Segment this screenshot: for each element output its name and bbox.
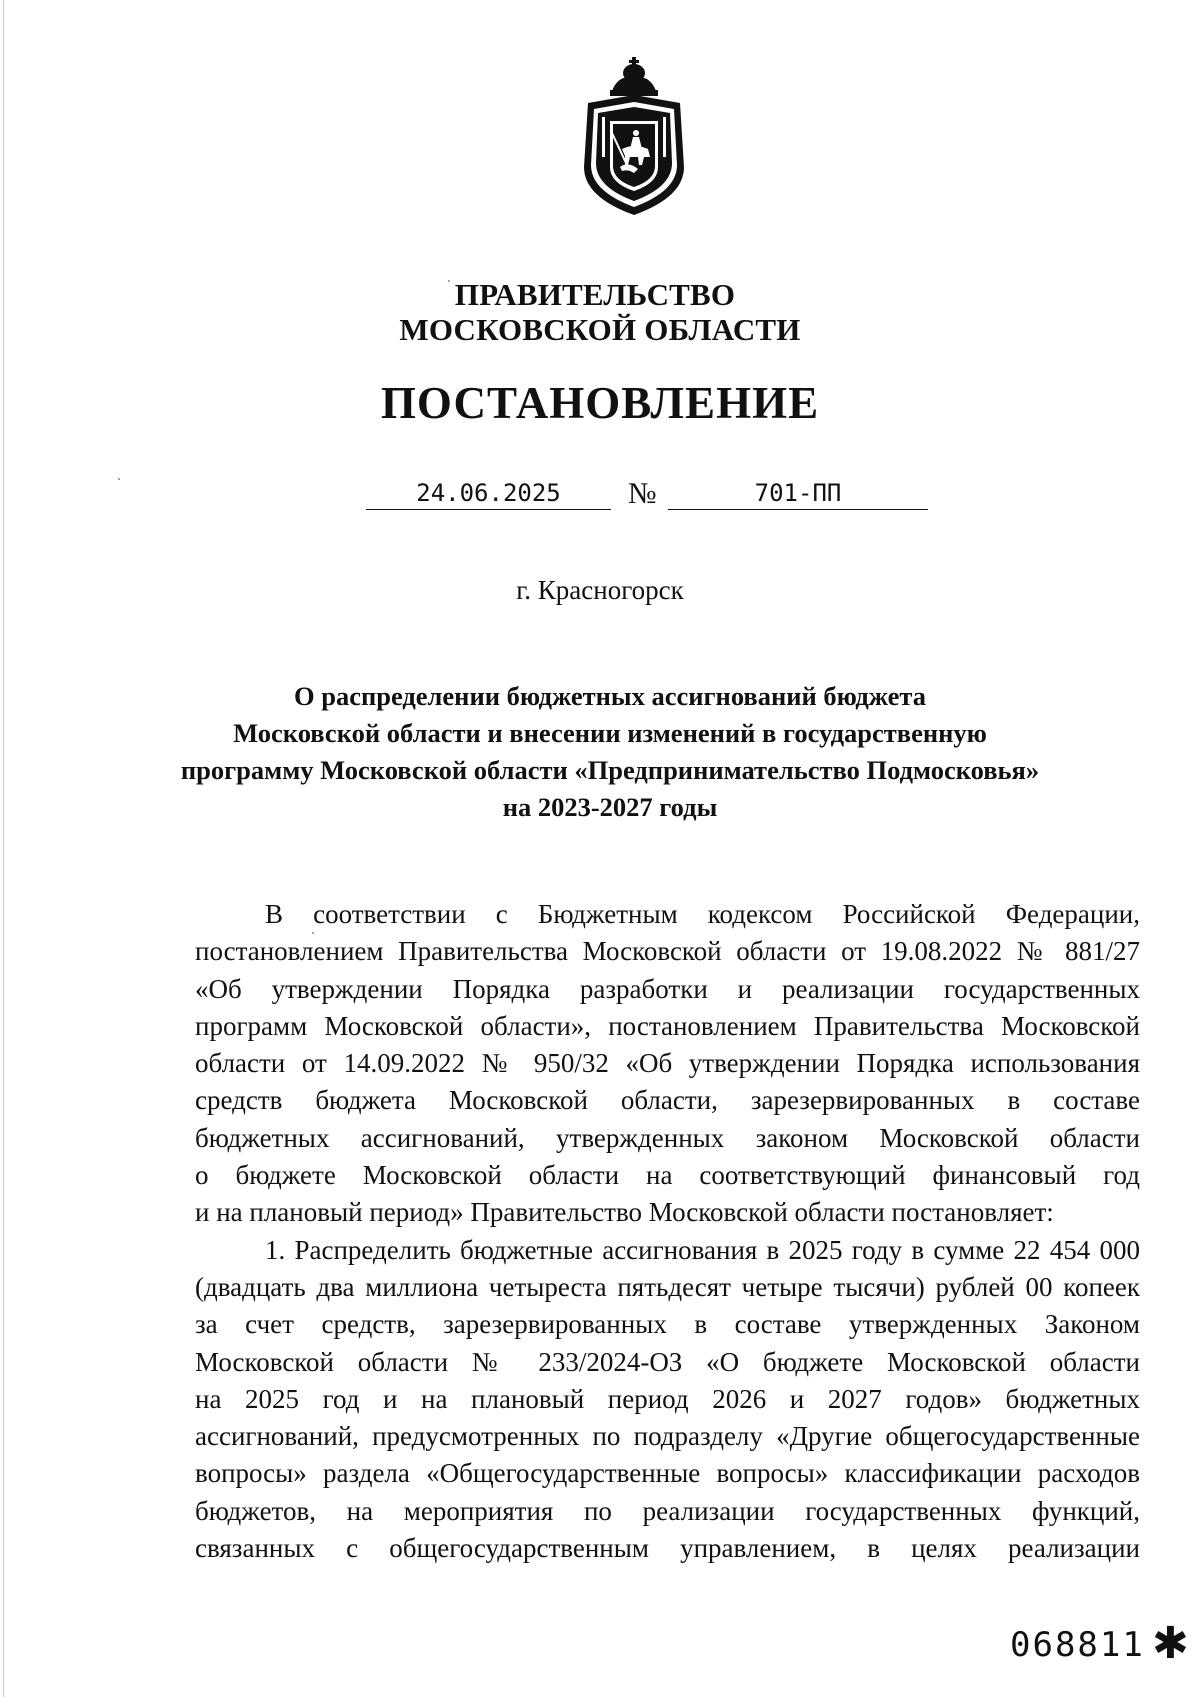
place-of-issue: г. Красногорск — [516, 575, 684, 605]
body-line: ассигнований, предусмотренных по подразделу «Другие общегосударственные — [195, 1421, 1140, 1452]
body-line: программ Московской области», постановлением Правительства Московской — [195, 1010, 1140, 1041]
document-type-heading: ПОСТАНОВЛЕНИЕ — [380, 378, 820, 428]
document-number: 701-ПП — [668, 477, 928, 510]
body-line: области от 14.09.2022 № 950/32 «Об утверждении Порядка использования — [195, 1048, 1140, 1079]
body-line: и на плановый период» Правительство Московской области постановляет: — [195, 1197, 1054, 1228]
coat-of-arms-emblem — [578, 57, 690, 219]
body-line: на 2025 год и на плановый период 2026 и 2027 годов» бюджетных — [195, 1383, 1140, 1414]
body-line: связанных с общегосударственным управлением, в целях реализации — [195, 1533, 1140, 1564]
title-line: на 2023-2027 годы — [502, 792, 718, 822]
body-line: (двадцать два миллиона четыреста пятьдесят четыре тысячи) рублей 00 копеек — [195, 1271, 1140, 1302]
body-line: «Об утверждении Порядка разработки и реализации государственных — [195, 973, 1140, 1004]
body-line: средств бюджета Московской области, зарезервированных в составе — [195, 1085, 1140, 1116]
body-line: постановлением Правительства Московской области от 19.08.2022 № 881/27 — [195, 936, 1140, 967]
body-line: бюджетных ассигнований, утвержденных законом Московской области — [195, 1122, 1140, 1153]
title-line: О распределении бюджетных ассигнований бюджета — [293, 681, 927, 711]
body-line: 1. Распределить бюджетные ассигнования в 2025 году в сумме 22 454 000 — [265, 1234, 1140, 1265]
body-line: вопросы» раздела «Общегосударственные вопросы» классификации расходов — [195, 1458, 1140, 1489]
document-date: 24.06.2025 — [366, 477, 611, 510]
scan-edge-line — [3, 0, 4, 1697]
body-line: Московской области № 233/2024-ОЗ «О бюджете Московской области — [195, 1346, 1140, 1377]
body-line: В соответствии с Бюджетным кодексом Российской Федерации, — [265, 899, 1140, 929]
organization-name-line2: МОСКОВСКОЙ ОБЛАСТИ — [399, 312, 801, 347]
scan-speck — [448, 280, 450, 282]
title-line: программу Московской области «Предпринимательство Подмосковья» — [180, 755, 1040, 785]
organization-name-line1: ПРАВИТЕЛЬСТВО — [454, 277, 736, 312]
body-line: о бюджете Московской области на соответствующий финансовый год — [195, 1160, 1140, 1191]
body-line: бюджетов, на мероприятия по реализации государственных функций, — [195, 1495, 1140, 1526]
serial-number-stamp: 068811 — [1010, 1625, 1145, 1665]
scan-speck — [118, 478, 120, 480]
document-title — [170, 678, 1050, 826]
asterisk-mark-icon: ✱ — [1152, 1618, 1189, 1669]
scan-speck — [312, 932, 314, 934]
document-body — [195, 896, 1140, 1567]
body-line: за счет средств, зарезервированных в составе утвержденных Законом — [195, 1309, 1140, 1340]
title-line: Московской области и внесении изменений в государственную — [233, 718, 987, 748]
number-sign: № — [628, 477, 657, 510]
